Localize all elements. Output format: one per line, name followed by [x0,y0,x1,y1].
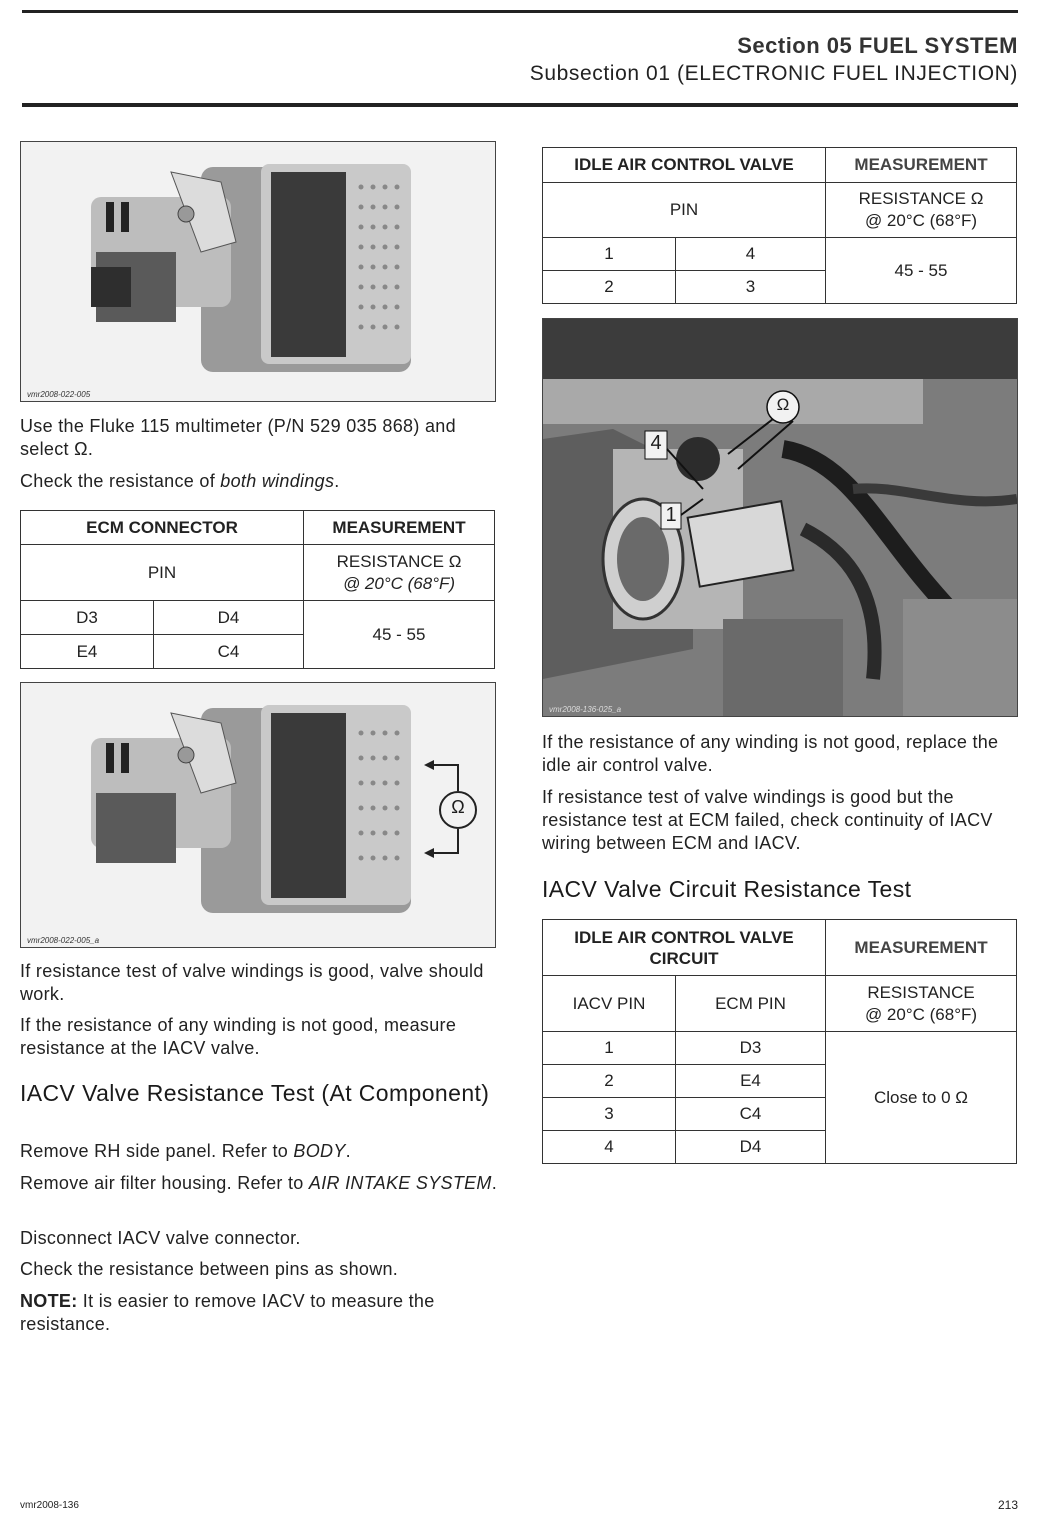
table-header: MEASUREMENT [304,511,495,545]
text: Remove RH side panel. Refer to [20,1141,294,1161]
table-header: ECM CONNECTOR [21,511,304,545]
ohm-symbol: Ω [451,797,465,817]
pin-1-label: 1 [665,504,677,526]
paragraph-check-windings [20,470,500,493]
text: RESISTANCE [867,982,975,1002]
top-rule [22,10,1018,13]
paragraph-remove-panel [20,1140,500,1163]
table-cell: D3 [21,601,154,635]
table-cell: 1 [543,238,676,271]
ecm-connector-photo [20,141,496,402]
table-cell [826,976,1017,1032]
paragraph-remove-filter [20,1172,500,1195]
paragraph-multimeter: Use the Fluke 115 multimeter (P/N 529 035 868) and select Ω. [20,416,456,459]
note-paragraph [20,1290,500,1336]
table-cell: PIN [543,183,826,238]
ecm-connector-measure-photo [20,682,496,948]
figure-caption: vmr2008-022-005 [27,390,91,399]
text: RESISTANCE Ω [336,551,462,571]
iacv-valve-photo [542,318,1018,717]
table-header: IDLE AIR CONTROL VALVE CIRCUIT [543,920,826,976]
paragraph-check-pins: Check the resistance between pins as shown. [20,1259,399,1279]
section-title: Section 05 FUEL SYSTEM [737,33,1018,58]
circuit-resistance-table [542,919,1017,1164]
paragraph-check-continuity: If resistance test of valve windings is good but the resistance test at ECM failed, check continuity of IACV wiring between ECM and IACV. [542,787,993,853]
text: @ 20°C (68°F) [864,1004,978,1024]
pin-4-label: 4 [650,432,662,454]
table-cell: 2 [543,271,676,304]
ecm-measure-illustration [21,683,495,947]
table-cell [304,545,495,601]
paragraph-disconnect: Disconnect IACV valve connector. [20,1228,301,1248]
table-cell: D3 [676,1032,826,1065]
text: . [491,1173,498,1193]
table-cell: C4 [676,1098,826,1131]
table-cell: D4 [676,1131,826,1164]
table-cell [826,183,1017,238]
text: Remove air filter housing. Refer to [20,1173,309,1193]
emphasis: both windings [220,471,335,491]
text: It is easier to remove IACV to measure the resistance. [20,1291,435,1334]
table-cell: 45 - 55 [304,601,495,669]
ecm-resistance-table [20,510,495,669]
text: RESISTANCE Ω [858,189,984,208]
reference-air-intake: AIR INTAKE SYSTEM [308,1173,492,1193]
page-number: 213 [997,1498,1018,1512]
table-cell: PIN [21,545,304,601]
text: . [345,1141,351,1161]
table-header: IDLE AIR CONTROL VALVE [543,148,826,183]
paragraph-valve-ok: If resistance test of valve windings is good, valve should work. [20,961,484,1004]
ecm-connector-illustration [21,142,495,401]
table-cell: ECM PIN [676,976,826,1032]
table-cell: D4 [154,601,304,635]
header-rule [22,103,1018,107]
table-cell: C4 [154,635,304,669]
iacv-engine-illustration [543,319,1017,716]
table-cell: 2 [543,1065,676,1098]
heading-iacv-resistance: IACV Valve Resistance Test (At Component) [20,1080,490,1106]
figure-caption: vmr2008-136-025_a [549,705,622,714]
text: @ 20°C (68°F) [342,573,456,593]
text: . [334,471,340,491]
figure-caption: vmr2008-022-005_a [27,936,100,945]
text: @ 20°C (68°F) [864,211,978,230]
table-cell: E4 [21,635,154,669]
table-cell: IACV PIN [543,976,676,1032]
table-cell: 1 [543,1032,676,1065]
table-cell: E4 [676,1065,826,1098]
table-cell: 4 [676,238,826,271]
table-cell: Close to 0 Ω [826,1032,1017,1164]
paragraph-replace-valve: If the resistance of any winding is not good, replace the idle air control valve. [542,732,999,775]
table-cell: 45 - 55 [826,238,1017,304]
table-cell: 4 [543,1131,676,1164]
paragraph-measure-iacv: If the resistance of any winding is not good, measure resistance at the IACV valve. [20,1015,457,1058]
heading-circuit-resistance: IACV Valve Circuit Resistance Test [542,876,912,902]
table-cell: 3 [543,1098,676,1131]
reference-body: BODY [293,1141,346,1161]
text: Check the resistance of [20,471,221,491]
footer-doc-id: vmr2008-136 [20,1500,79,1511]
note-label: NOTE: [20,1291,78,1311]
subsection-title: Subsection 01 (ELECTRONIC FUEL INJECTION) [529,62,1018,85]
table-header: MEASUREMENT [826,920,1017,976]
ohm-label: Ω [776,395,790,414]
iacv-resistance-table [542,147,1017,304]
table-cell: 3 [676,271,826,304]
table-header: MEASUREMENT [826,148,1017,183]
